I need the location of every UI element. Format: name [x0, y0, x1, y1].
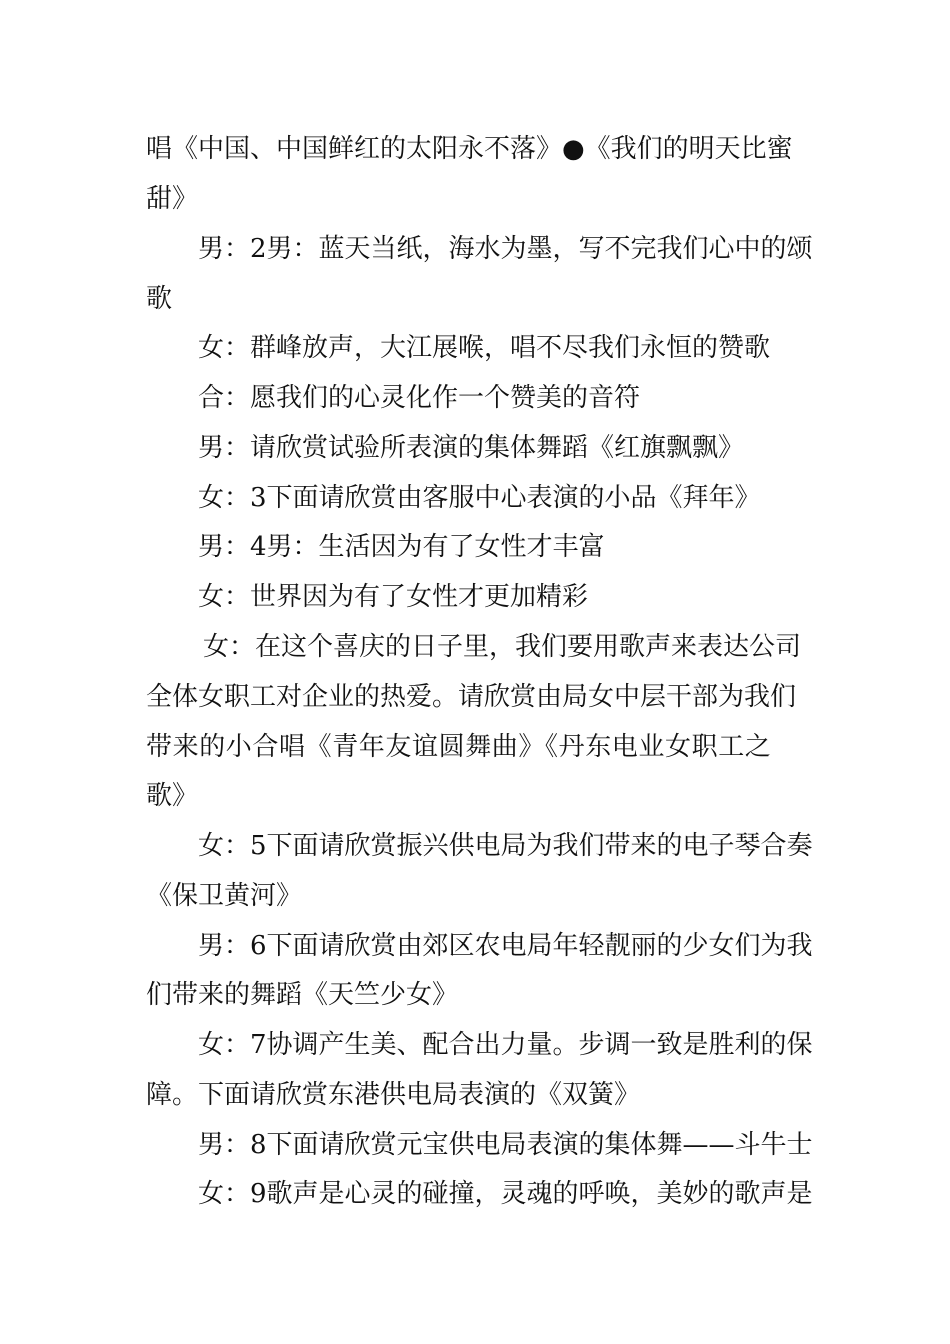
text-line: 男：2男：蓝天当纸，海水为墨，写不完我们心中的颂 [198, 234, 813, 264]
text-line: 带来的小合唱《青年友谊圆舞曲》《丹东电业女职工之 [146, 732, 772, 762]
text-line: 女：3下面请欣赏由客服中心表演的小品《拜年》 [198, 483, 761, 513]
text-line: 《保卫黄河》 [146, 881, 303, 911]
text-line: 全体女职工对企业的热爱。请欣赏由局女中层干部为我们 [146, 682, 797, 712]
text-line: 歌》 [146, 781, 199, 811]
text-line: 歌 [146, 284, 173, 314]
text-line: 合：愿我们的心灵化作一个赞美的音符 [198, 383, 641, 413]
text-line: 男：6下面请欣赏由郊区农电局年轻靓丽的少女们为我 [198, 931, 813, 961]
text-line: 男：4男：生活因为有了女性才丰富 [198, 532, 605, 562]
text-line: 女：世界因为有了女性才更加精彩 [198, 582, 589, 612]
text-line: 女：在这个喜庆的日子里，我们要用歌声来表达公司 [203, 632, 802, 662]
text-line: 男：8下面请欣赏元宝供电局表演的集体舞——斗牛士 [198, 1130, 813, 1160]
text-line: 女：5下面请欣赏振兴供电局为我们带来的电子琴合奏 [198, 831, 813, 861]
text-line: 们带来的舞蹈《天竺少女》 [146, 980, 459, 1010]
text-line: 障。下面请欣赏东港供电局表演的《双簧》 [146, 1080, 641, 1110]
text-line: 女：7协调产生美、配合出力量。步调一致是胜利的保 [198, 1030, 813, 1060]
text-line: 唱《中国、中国鲜红的太阳永不落》●《我们的明天比蜜 [146, 134, 793, 164]
text-line: 男：请欣赏试验所表演的集体舞蹈《红旗飘飘》 [198, 433, 745, 463]
text-line: 女：群峰放声，大江展喉，唱不尽我们永恒的赞歌 [198, 333, 771, 363]
text-line: 女：9歌声是心灵的碰撞，灵魂的呼唤，美妙的歌声是 [198, 1179, 813, 1209]
text-line: 甜》 [146, 184, 199, 214]
